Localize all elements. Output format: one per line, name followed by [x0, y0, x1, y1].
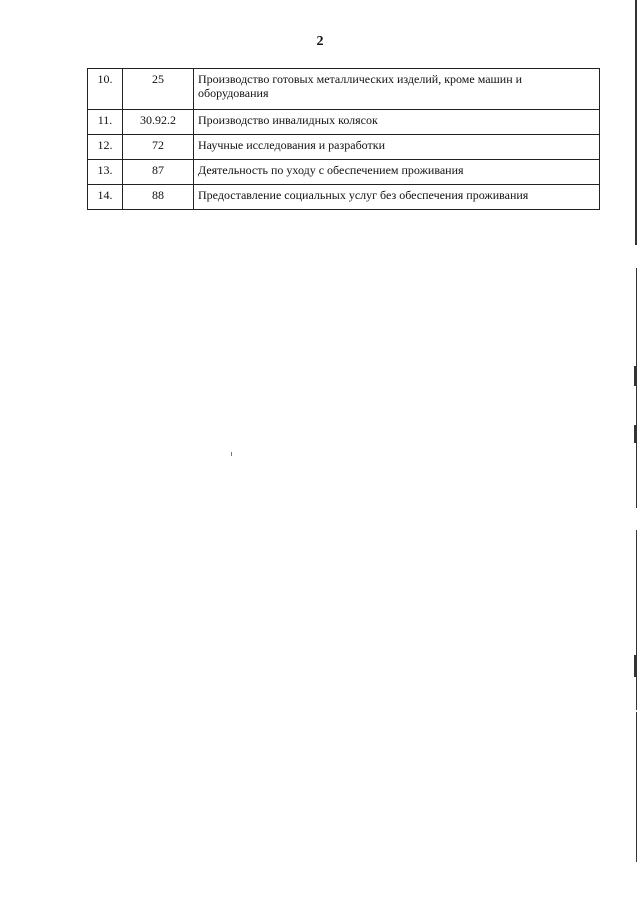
activity-codes-table — [87, 68, 600, 210]
row-number: 11. — [88, 110, 123, 135]
activity-title: Производство готовых металлических изделий, кроме машин и оборудования — [194, 69, 600, 110]
table-row — [88, 135, 600, 160]
scan-edge-mark — [636, 530, 637, 710]
activity-title: Предоставление социальных услуг без обеспечения проживания — [194, 185, 600, 210]
table-row — [88, 69, 600, 110]
activity-title: Производство инвалидных колясок — [194, 110, 600, 135]
scan-edge-mark — [636, 712, 637, 862]
scan-edge-mark — [635, 0, 637, 245]
scan-edge-mark — [634, 655, 637, 677]
scan-speck — [231, 452, 232, 456]
table-row — [88, 185, 600, 210]
scan-edge-mark — [634, 366, 637, 386]
activity-code: 87 — [123, 160, 194, 185]
activity-code: 30.92.2 — [123, 110, 194, 135]
activity-title: Научные исследования и разработки — [194, 135, 600, 160]
activity-code: 88 — [123, 185, 194, 210]
activity-code: 72 — [123, 135, 194, 160]
row-number: 13. — [88, 160, 123, 185]
row-number: 10. — [88, 69, 123, 110]
table-row — [88, 110, 600, 135]
row-number: 14. — [88, 185, 123, 210]
activity-title: Деятельность по уходу с обеспечением проживания — [194, 160, 600, 185]
scan-edge-mark — [634, 425, 637, 443]
row-number: 12. — [88, 135, 123, 160]
scan-edge-mark — [636, 268, 637, 508]
page-number: 2 — [316, 34, 324, 49]
table-row — [88, 160, 600, 185]
activity-code: 25 — [123, 69, 194, 110]
